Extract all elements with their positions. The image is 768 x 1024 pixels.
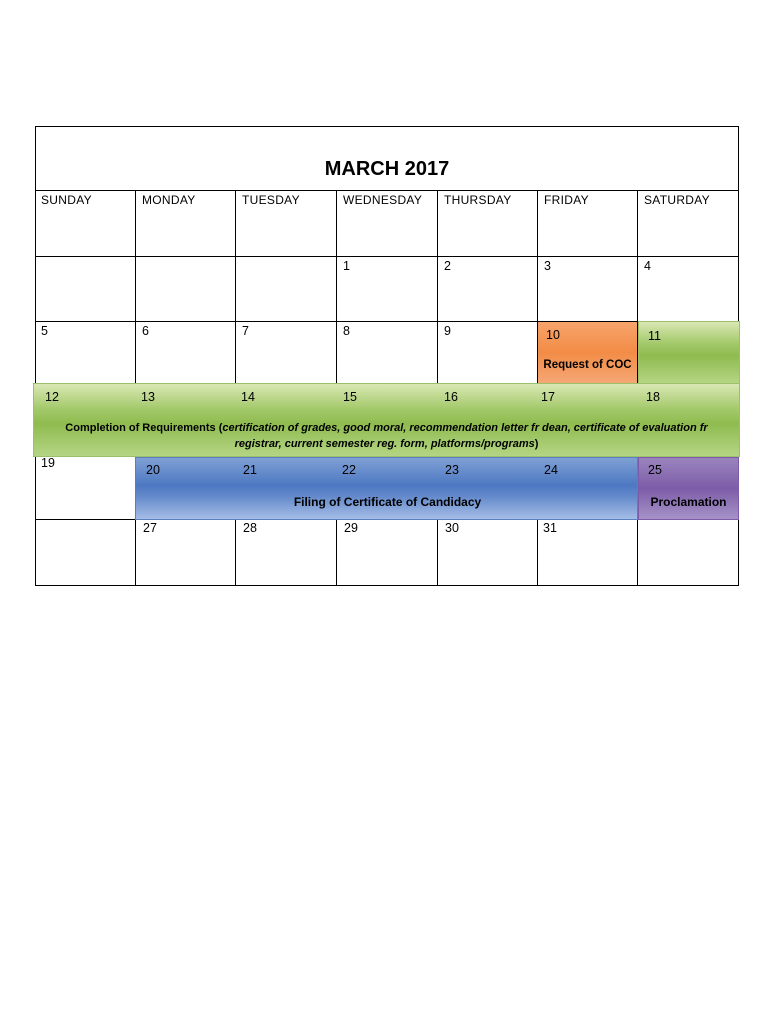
completion-detail-line2: registrar, current semester reg. form, platforms/programs bbox=[234, 438, 535, 450]
completion-close: ) bbox=[534, 438, 539, 450]
date-cell: 28 bbox=[243, 521, 257, 535]
date-cell: 19 bbox=[41, 456, 55, 470]
completion-detail-line1: certification of grades, good moral, recommendation letter fr dean, certificate of evaluation fr bbox=[222, 422, 708, 434]
date-cell: 7 bbox=[242, 324, 249, 338]
date-cell: 13 bbox=[141, 390, 155, 404]
event-label-proclamation: Proclamation bbox=[650, 495, 727, 509]
date-cell: 17 bbox=[541, 390, 555, 404]
date-cell: 16 bbox=[444, 390, 458, 404]
date-cell: 12 bbox=[45, 390, 59, 404]
event-label-filing: Filing of Certificate of Candidacy bbox=[293, 495, 482, 509]
date-cell: 10 bbox=[546, 328, 560, 342]
day-name-sunday: SUNDAY bbox=[41, 193, 92, 207]
completion-title: Completion of Requirements ( bbox=[65, 422, 223, 434]
day-name-friday: FRIDAY bbox=[544, 193, 589, 207]
event-proclamation bbox=[638, 457, 739, 520]
date-cell: 15 bbox=[343, 390, 357, 404]
date-cell: 24 bbox=[544, 463, 558, 477]
date-cell: 14 bbox=[241, 390, 255, 404]
date-cell: 29 bbox=[344, 521, 358, 535]
date-cell: 4 bbox=[644, 259, 651, 273]
date-cell: 21 bbox=[243, 463, 257, 477]
day-name-saturday: SATURDAY bbox=[644, 193, 710, 207]
date-cell: 20 bbox=[146, 463, 160, 477]
event-filing-coc bbox=[135, 457, 638, 520]
event-label-coc: Request of COC bbox=[543, 359, 632, 371]
day-name-wednesday: WEDNESDAY bbox=[343, 193, 423, 207]
calendar-title: MARCH 2017 bbox=[36, 127, 738, 191]
date-cell: 3 bbox=[544, 259, 551, 273]
day-name-thursday: THURSDAY bbox=[444, 193, 512, 207]
date-cell: 8 bbox=[343, 324, 350, 338]
grid-line bbox=[36, 256, 738, 257]
date-cell: 2 bbox=[444, 259, 451, 273]
calendar bbox=[35, 126, 739, 586]
event-completion-requirements bbox=[33, 383, 740, 457]
date-cell: 6 bbox=[142, 324, 149, 338]
date-cell: 9 bbox=[444, 324, 451, 338]
event-label-completion bbox=[34, 420, 739, 452]
date-cell: 11 bbox=[648, 329, 661, 343]
day-name-monday: MONDAY bbox=[142, 193, 196, 207]
date-cell: 1 bbox=[343, 259, 350, 273]
event-completion-start bbox=[638, 321, 740, 383]
date-cell: 23 bbox=[445, 463, 459, 477]
date-cell: 5 bbox=[41, 324, 48, 338]
date-cell: 25 bbox=[648, 463, 662, 477]
date-cell: 30 bbox=[445, 521, 459, 535]
date-cell: 31 bbox=[543, 521, 557, 535]
event-request-coc bbox=[538, 322, 637, 383]
date-cell: 27 bbox=[143, 521, 157, 535]
date-cell: 18 bbox=[646, 390, 660, 404]
day-name-tuesday: TUESDAY bbox=[242, 193, 300, 207]
date-cell: 22 bbox=[342, 463, 356, 477]
